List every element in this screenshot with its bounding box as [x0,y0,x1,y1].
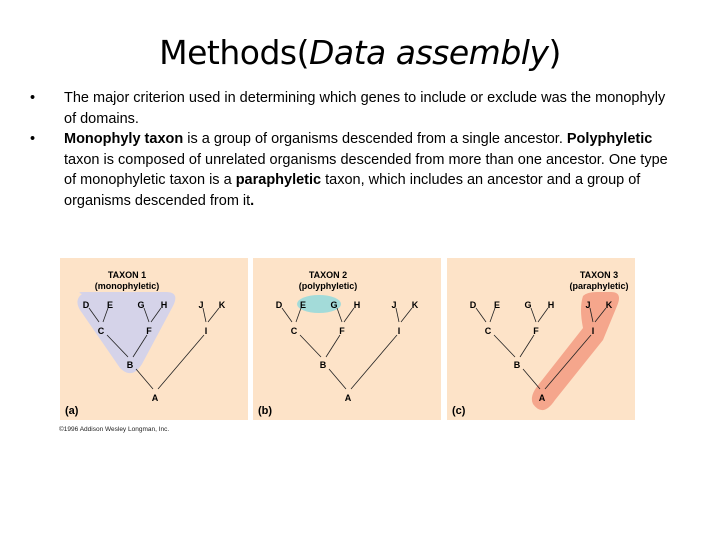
tree-node: C [97,326,105,336]
tree-branch [396,308,399,322]
bullet-text: The major criterion used in determining which genes to include or exclude was the monophyly of domains. [64,90,666,127]
taxon-type: (polyphyletic) [298,281,358,291]
bullet-text: taxon, which includes an ancestor and a group of organisms descended from it [64,172,641,209]
bullet-text: . [250,192,255,209]
tree-node: H [353,300,361,310]
tree-node: F [339,326,345,336]
tree-branch [351,335,397,389]
tree-branch [329,369,346,389]
tree-node: G [137,300,145,310]
title-italic: Data assembly [308,33,549,72]
tree-branch [476,308,486,322]
taxon-type: (paraphyletic) [569,281,629,291]
tree-branch [158,335,204,389]
tree-branch [208,308,219,322]
tree-branch [337,308,342,322]
tree-branch [296,308,301,322]
tree-node: I [591,326,595,336]
tree-node: J [585,300,591,310]
tree-branch [344,308,354,322]
tree-node: F [533,326,539,336]
tree-node: H [160,300,168,310]
tree-node: D [82,300,90,310]
tree-branch [203,308,206,322]
tree-node: K [411,300,419,310]
tree-node: J [391,300,397,310]
tree-branch [136,369,153,389]
tree-node: C [484,326,492,336]
tree-node: J [198,300,204,310]
bullet-list [30,88,670,211]
title-suffix: ) [548,33,561,72]
tree-branch [401,308,412,322]
tree-branch [520,335,534,357]
panel-b [253,258,441,420]
tree-node: E [106,300,114,310]
tree-node: A [151,393,159,403]
tree-branch [494,335,515,357]
bullet-item [30,129,670,211]
tree-node: F [146,326,152,336]
taxon-title: TAXON 2 [308,270,348,280]
bullet-item [30,88,670,129]
tree-node: D [469,300,477,310]
tree-branch [531,308,536,322]
title-text: Methods( [159,33,309,72]
bullet-text: taxon is composed of unrelated organisms descended from more than one ancestor. One type of monophyletic taxon is a [64,151,668,188]
tree-node: B [126,360,134,370]
copyright: ©1996 Addison Wesley Longman, Inc. [59,426,170,433]
tree-branch [282,308,292,322]
panel-label: (c) [452,405,466,417]
tree-branch [523,369,540,389]
tree-branch [326,335,340,357]
tree-node: B [319,360,327,370]
bullet-text: is a group of organisms descended from a single ancestor. [183,131,567,147]
bullet-text: paraphyletic [235,172,322,188]
bullet-text: Monophyly taxon [64,131,184,147]
bullet-dot: • [30,90,36,106]
panel-c [447,258,635,420]
panel-label: (b) [258,405,273,417]
taxon-title: TAXON 3 [579,270,619,280]
panel-label: (a) [65,405,79,417]
tree-node: K [605,300,613,310]
tree-node: A [344,393,352,403]
taxon-type: (monophyletic) [94,281,160,291]
tree-node: I [204,326,208,336]
tree-node: D [275,300,283,310]
tree-node: G [330,300,338,310]
tree-node: I [397,326,401,336]
tree-branch [300,335,321,357]
bullet-dot: • [30,131,36,147]
tree-node: E [493,300,501,310]
tree-branch [490,308,495,322]
slide-title [0,33,720,72]
panel-a [60,258,248,420]
tree-node: E [299,300,307,310]
bullet-text: Polyphyletic [566,131,653,147]
tree-node: K [218,300,226,310]
tree-node: G [524,300,532,310]
tree-node: C [290,326,298,336]
taxon-title: TAXON 1 [107,270,147,280]
tree-node: B [513,360,521,370]
tree-node: A [538,393,546,403]
tree-branch [538,308,548,322]
tree-node: H [547,300,555,310]
